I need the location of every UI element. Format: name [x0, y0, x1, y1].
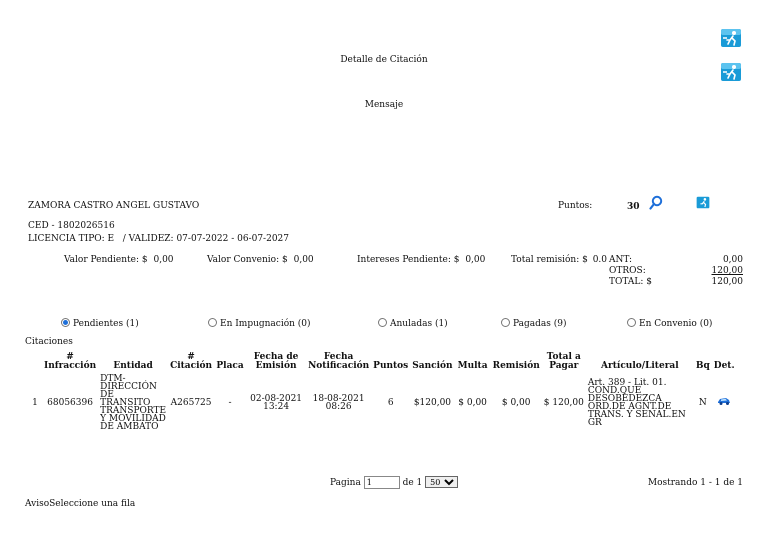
filter-pagadas[interactable] [501, 318, 567, 329]
valor-pendiente-label: Valor Pendiente: $ [64, 255, 148, 265]
person-cedula: CED - 1802026516 [28, 221, 115, 231]
total-remision-label: Total remisión: $ [511, 255, 588, 265]
records-count: Mostrando 1 - 1 de 1 [647, 478, 743, 488]
intereses-pendiente [357, 255, 485, 265]
col-notificacion[interactable]: Fecha Notificación [308, 352, 370, 371]
valor-convenio-label: Valor Convenio: $ [207, 255, 288, 265]
puntos-label: Puntos: [558, 201, 593, 211]
col-bq[interactable]: Bq [695, 361, 710, 371]
cell-citacion: A265725 [170, 398, 212, 408]
intereses-value: 0,00 [465, 255, 486, 265]
cell-infraccion: 68056396 [47, 398, 93, 408]
col-citacion[interactable]: # Citación [170, 352, 213, 371]
page-total-label: de 1 [402, 478, 423, 488]
cell-entidad: DTM-DIRECCIÓN DE TRANSITO TRANSPORTE Y MOVILIDAD DE AMBATO [100, 374, 167, 432]
cell-multa: $ 0,00 [458, 398, 487, 408]
aviso-text: AvisoSeleccione una fila [25, 499, 136, 509]
radio-icon[interactable] [378, 318, 387, 327]
pagina-label: Pagina [330, 478, 361, 488]
valor-pendiente-value: 0,00 [153, 255, 174, 265]
filter-label: Anuladas (1) [390, 319, 448, 329]
page-size-select[interactable] [425, 476, 458, 488]
filter-anuladas[interactable] [378, 318, 448, 329]
filter-label: En Convenio (0) [639, 319, 713, 329]
col-articulo[interactable]: Artículo/Literal [601, 361, 679, 371]
puntos-value: 30 [627, 202, 640, 212]
ant-value: 0,00 [722, 255, 743, 265]
valor-pendiente [64, 255, 174, 265]
person-name: ZAMORA CASTRO ANGEL GUSTAVO [28, 201, 200, 211]
cell-puntos: 6 [387, 398, 394, 408]
cell-emision: 02-08-2021 13:24 [250, 394, 303, 412]
exit-icon[interactable] [720, 62, 742, 85]
table-header-row [28, 353, 737, 371]
otros-label: OTROS: [609, 266, 646, 276]
filter-impugnacion[interactable] [208, 318, 311, 329]
col-num [28, 353, 42, 371]
cell-num: 1 [32, 398, 38, 408]
cell-placa: - [228, 398, 232, 408]
intereses-label: Intereses Pendiente: $ [357, 255, 460, 265]
col-infraccion[interactable]: # Infracción [44, 352, 97, 371]
filter-convenio[interactable] [627, 318, 712, 329]
cell-det[interactable] [712, 371, 737, 435]
radio-icon[interactable] [501, 318, 510, 327]
col-det[interactable]: Det. [713, 361, 735, 371]
exit-icon[interactable] [720, 28, 742, 51]
col-entidad[interactable]: Entidad [113, 361, 153, 371]
col-total[interactable]: Total a Pagar [546, 352, 581, 371]
col-placa[interactable]: Placa [216, 361, 244, 371]
person-licencia: LICENCIA TIPO: E / VALIDEZ: 07-07-2022 - 06-07-2027 [28, 234, 289, 244]
valor-convenio-value: 0,00 [293, 255, 314, 265]
total-remision [511, 255, 607, 265]
page-number-input[interactable] [364, 476, 400, 489]
cell-total: $ 120,00 [543, 398, 584, 408]
pagination [330, 476, 458, 489]
citations-table [28, 353, 737, 435]
cell-remision: $ 0,00 [501, 398, 531, 408]
col-remision[interactable]: Remisión [492, 361, 540, 371]
filter-label: Pendientes (1) [73, 319, 139, 329]
table-row[interactable] [28, 371, 737, 435]
radio-icon[interactable] [61, 318, 70, 327]
col-sancion[interactable]: Sanción [412, 361, 453, 371]
radio-icon[interactable] [208, 318, 217, 327]
col-puntos[interactable]: Puntos [373, 361, 409, 371]
message-label: Mensaje [364, 100, 404, 110]
cell-notificacion: 18-08-2021 08:26 [312, 394, 365, 412]
cell-bq: N [698, 398, 707, 408]
total-value: 120,00 [711, 277, 743, 287]
col-emision[interactable]: Fecha de Emisión [253, 352, 299, 371]
valor-convenio [207, 255, 314, 265]
total-label: TOTAL: $ [609, 277, 652, 287]
page-title: Detalle de Citación [340, 55, 428, 65]
filter-label: Pagadas (9) [513, 319, 567, 329]
filter-label: En Impugnación (0) [220, 319, 311, 329]
cell-articulo: Art. 389 - Lit. 01. COND.QUE DESOBEDEZCA ORD.DE AGNT.DE TRANS. Y SENAL.EN GR [587, 378, 686, 428]
search-icon[interactable] [649, 195, 663, 213]
detail-car-icon[interactable] [717, 396, 731, 406]
cell-sancion: $120,00 [413, 398, 452, 408]
citaciones-heading: Citaciones [25, 337, 73, 347]
col-multa[interactable]: Multa [457, 361, 488, 371]
otros-value: 120,00 [711, 266, 743, 276]
total-remision-value: 0.0 [592, 255, 608, 265]
exit-small-icon[interactable] [696, 196, 710, 212]
ant-label: ANT: [609, 255, 633, 265]
filter-pendientes[interactable] [61, 318, 139, 329]
radio-icon[interactable] [627, 318, 636, 327]
